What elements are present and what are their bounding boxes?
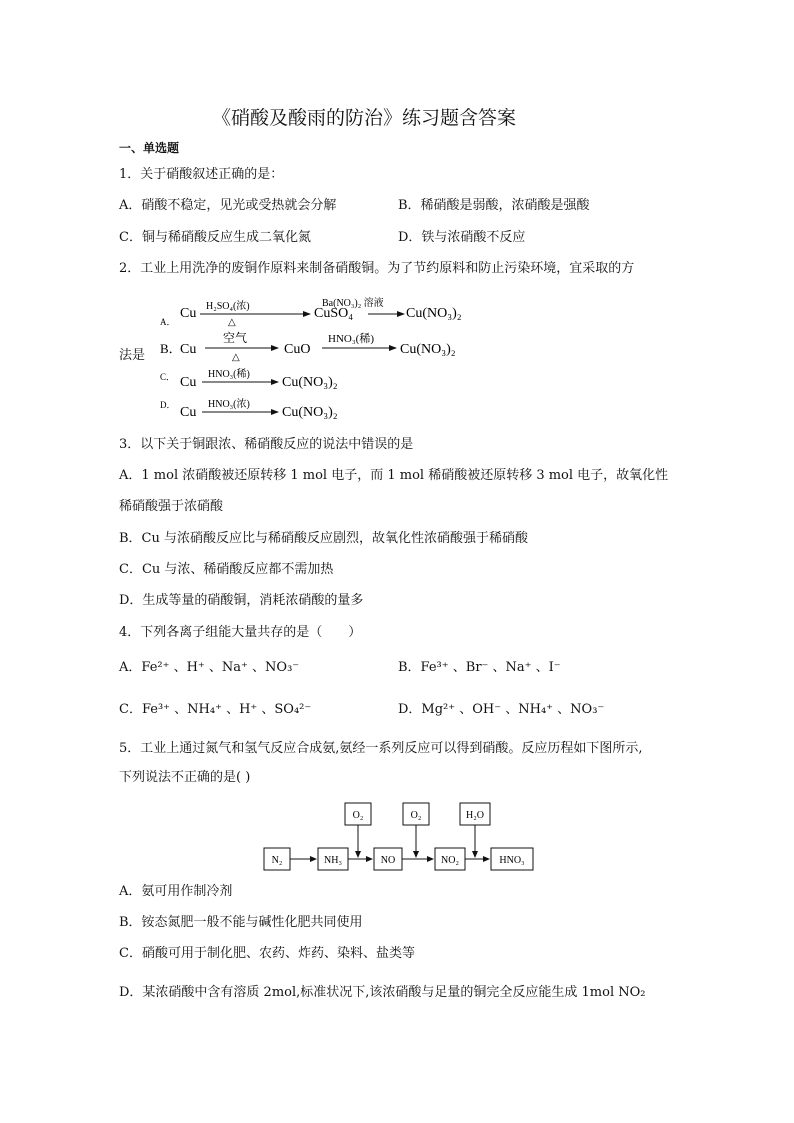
q2-b-product: Cu(NO₃)₂	[400, 342, 456, 357]
q2-a-cu: Cu	[180, 306, 197, 321]
q2-b-cond2: HNO₃(稀)	[328, 333, 374, 345]
q3-option-b: B．Cu 与浓硝酸反应比与稀硝酸反应剧烈，故氧化性浓硝酸强于稀硝酸	[119, 531, 529, 546]
q2-c-cond: HNO₃(稀)	[208, 369, 250, 380]
q2-a-cuso4: CuSO₄	[314, 306, 354, 321]
q5-stem-line2: 下列说法不正确的是( )	[119, 770, 251, 785]
q2-label-a: A．	[160, 317, 176, 327]
q3-option-c: C．Cu 与浓、稀硝酸反应都不需加热	[119, 562, 334, 577]
q1-option-c: C．铜与稀硝酸反应生成二氧化氮	[119, 230, 311, 245]
q4-option-c: C．Fe³⁺ 、NH₄⁺ 、H⁺ 、SO₄²⁻	[119, 702, 312, 717]
q2-d-cond: HNO₃(浓)	[208, 399, 250, 410]
q2-d-cu: Cu	[180, 405, 197, 420]
q2-b-cu: Cu	[180, 342, 197, 357]
q3-stem: 3．以下关于铜跟浓、稀硝酸反应的说法中错误的是	[119, 437, 414, 452]
q4-option-b: B．Fe³⁺ 、Br⁻ 、Na⁺ 、I⁻	[398, 660, 561, 675]
q2-a-cond2: Ba(NO₃)₂ 溶液	[322, 298, 384, 309]
q4-stem: 4．下列各离子组能大量共存的是（ ）	[119, 625, 362, 640]
no-label: NO	[380, 855, 396, 866]
q2-a-product: Cu(NO₃)₂	[406, 306, 462, 321]
q1-option-d: D．铁与浓硝酸不反应	[398, 230, 526, 245]
q5-option-c: C．硝酸可用于制化肥、农药、炸药、染料、盐类等	[119, 946, 415, 961]
n2-label: N₂	[271, 855, 283, 866]
q1-option-a: A．硝酸不稳定，见光或受热就会分解	[119, 198, 337, 213]
q2-b-cuo: CuO	[284, 342, 311, 357]
q5-option-d: D．某浓硝酸中含有溶质 2mol,标准状况下,该浓硝酸与足量的铜完全反应能生成 1mol NO₂	[119, 985, 646, 1000]
q5-stem-line1: 5．工业上通过氮气和氢气反应合成氨,氨经一系列反应可以得到硝酸。反应历程如下图所示,	[119, 741, 643, 756]
q2-c-product: Cu(NO₃)₂	[282, 375, 338, 390]
q2-stem: 2．工业上用洗净的废铜作原料来制备硝酸铜。为了节约原料和防止污染环境，宜采取的方	[119, 261, 635, 276]
q2-label-d: D．	[160, 400, 176, 410]
q3-option-d: D．生成等量的硝酸铜，消耗浓硝酸的量多	[119, 593, 364, 608]
q2-b-heat: △	[232, 352, 240, 363]
q2-a-cond1: H₂SO₄(浓)	[206, 301, 250, 312]
page-title: 《硝酸及酸雨的防治》练习题含答案	[212, 107, 517, 129]
h2o-label: H₂O	[466, 810, 484, 821]
q2-c-cu: Cu	[180, 375, 197, 390]
q4-option-a: A．Fe²⁺ 、H⁺ 、Na⁺ 、NO₃⁻	[119, 660, 300, 675]
hno3-label: HNO₃	[499, 855, 525, 866]
q3-option-a-line2: 稀硝酸强于浓硝酸	[119, 499, 224, 514]
q2-a-heat: △	[228, 317, 236, 328]
o2-label-2: O₂	[410, 810, 422, 821]
q3-option-a-line1: A．1 mol 浓硝酸被还原转移 1 mol 电子，而 1 mol 稀硝酸被还原转移 3 mol 电子，故氧化性	[119, 468, 669, 483]
q4-option-d: D．Mg²⁺ 、OH⁻ 、NH₄⁺ 、NO₃⁻	[398, 702, 605, 717]
q2-reaction-routes	[150, 290, 490, 425]
q5-flow-diagram	[260, 800, 540, 874]
q5-option-a: A．氨可用作制冷剂	[119, 884, 233, 899]
q1-option-b: B．稀硝酸是弱酸，浓硝酸是强酸	[398, 198, 590, 213]
nh3-label: NH₃	[324, 855, 342, 866]
q1-stem: 1．关于硝酸叙述正确的是：	[119, 167, 284, 182]
no2-label: NO₂	[441, 855, 459, 866]
q2-stem-end: 法是	[119, 348, 146, 363]
q2-label-b: B．	[160, 341, 182, 356]
q5-option-b: B．铵态氮肥一般不能与碱性化肥共同使用	[119, 915, 363, 930]
q2-d-product: Cu(NO₃)₂	[282, 405, 338, 420]
section-heading: 一、单选题	[119, 141, 180, 155]
q2-label-c: C．	[160, 372, 176, 382]
o2-label-1: O₂	[352, 810, 364, 821]
q2-b-cond1: 空气	[223, 331, 248, 345]
